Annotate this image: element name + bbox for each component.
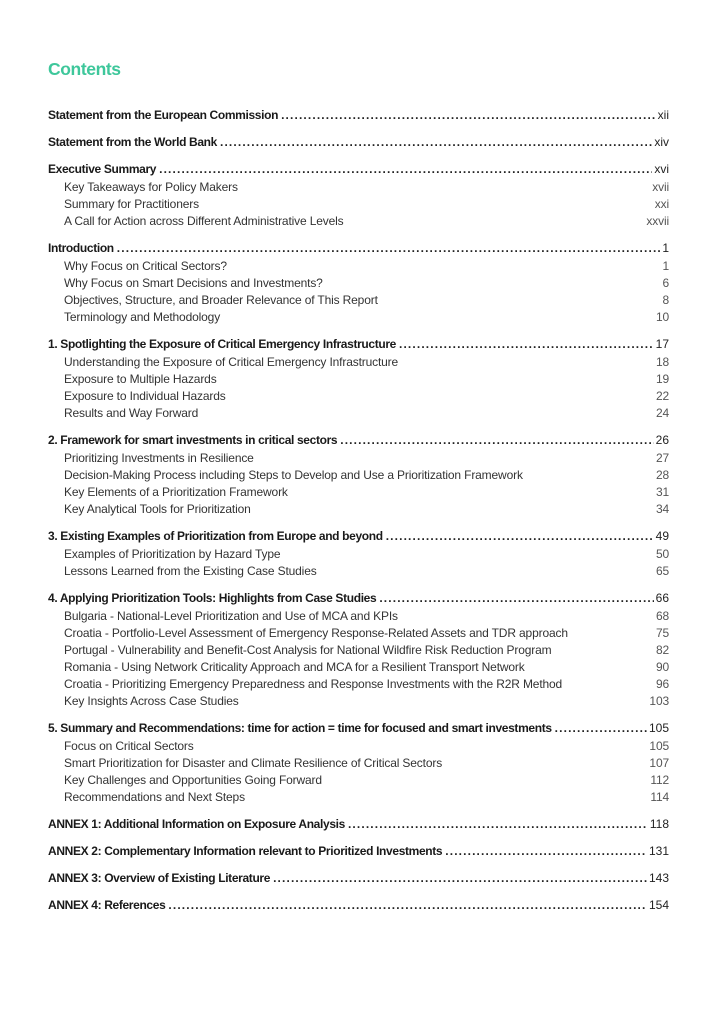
toc-subentry-page: 96 (655, 677, 669, 691)
toc-subentry-page: 1 (662, 259, 669, 273)
toc-subentry-page: 22 (655, 389, 669, 403)
toc-subsection-list (48, 258, 669, 326)
toc-subentry-title: Key Elements of a Prioritization Framework (64, 485, 288, 499)
toc-subentry-title: Terminology and Methodology (64, 310, 221, 324)
toc-subentry-title: Smart Prioritization for Disaster and Climate Resilience of Critical Sectors (64, 756, 443, 770)
toc-entry[interactable] (48, 815, 669, 833)
toc-section (48, 431, 669, 518)
toc-subentry-title: Romania - Using Network Criticality Approach and MCA for a Resilient Transport Network (64, 660, 525, 674)
toc-subentry-page: 8 (662, 293, 669, 307)
toc-subentry[interactable] (48, 275, 669, 292)
toc-subentry[interactable] (48, 676, 669, 693)
dot-leader (445, 842, 647, 860)
toc-subentry-page: 10 (655, 310, 669, 324)
toc-subentry-title: Key Analytical Tools for Prioritization (64, 502, 251, 516)
toc-entry-title: Statement from the World Bank (48, 135, 217, 149)
toc-subentry[interactable] (48, 467, 669, 484)
toc-subentry-title: Prioritizing Investments in Resilience (64, 451, 254, 465)
toc-section (48, 106, 669, 124)
toc-subentry[interactable] (48, 292, 669, 309)
toc-section (48, 160, 669, 230)
toc-section (48, 896, 669, 914)
toc-entry[interactable] (48, 527, 669, 545)
toc-subentry[interactable] (48, 196, 669, 213)
toc-subentry-title: Summary for Practitioners (64, 197, 199, 211)
toc-subentry[interactable] (48, 608, 669, 625)
toc-subentry-page: 82 (655, 643, 669, 657)
toc-subentry-page: xxvii (646, 214, 669, 228)
toc-subentry-page: 68 (655, 609, 669, 623)
toc-entry-title: ANNEX 4: References (48, 898, 166, 912)
toc-subentry-page: 6 (662, 276, 669, 290)
toc-subsection-list (48, 354, 669, 422)
contents-page (48, 58, 669, 923)
toc-entry[interactable] (48, 589, 669, 607)
toc-subentry-title: Exposure to Individual Hazards (64, 389, 226, 403)
toc-subentry[interactable] (48, 659, 669, 676)
toc-section (48, 719, 669, 806)
toc-entry-page: 105 (648, 721, 669, 735)
toc-subentry[interactable] (48, 755, 669, 772)
toc-subentry-title: Key Takeaways for Policy Makers (64, 180, 238, 194)
toc-subentry-page: 27 (655, 451, 669, 465)
toc-subentry-title: Why Focus on Critical Sectors? (64, 259, 227, 273)
toc-entry-page: xii (657, 108, 669, 122)
dot-leader (399, 335, 654, 353)
toc-subentry-title: Bulgaria - National-Level Prioritization and Use of MCA and KPIs (64, 609, 398, 623)
toc-subentry[interactable] (48, 484, 669, 501)
toc-entry-page: 1 (662, 241, 669, 255)
toc-subentry-page: xvii (652, 180, 669, 194)
toc-subentry-title: Decision-Making Process including Steps to Develop and Use a Prioritization Framework (64, 468, 523, 482)
dot-leader (273, 869, 647, 887)
toc-subentry-title: Recommendations and Next Steps (64, 790, 245, 804)
toc-section (48, 869, 669, 887)
toc-subentry[interactable] (48, 789, 669, 806)
toc-entry[interactable] (48, 842, 669, 860)
toc-subsection-list (48, 546, 669, 580)
toc-entry[interactable] (48, 160, 669, 178)
toc-subentry[interactable] (48, 642, 669, 659)
toc-subentry-page: 112 (650, 773, 669, 787)
toc-section (48, 335, 669, 422)
toc-subentry-title: Portugal - Vulnerability and Benefit-Cost Analysis for National Wildfire Risk Reduction Program (64, 643, 552, 657)
toc-entry[interactable] (48, 869, 669, 887)
toc-entry-page: 143 (648, 871, 669, 885)
toc-subentry[interactable] (48, 563, 669, 580)
toc-subentry[interactable] (48, 388, 669, 405)
toc-subsection-list (48, 450, 669, 518)
toc-subentry-title: Examples of Prioritization by Hazard Type (64, 547, 281, 561)
toc-subentry[interactable] (48, 258, 669, 275)
toc-entry-title: 5. Summary and Recommendations: time for action = time for focused and smart investments (48, 721, 552, 735)
toc-subentry-page: 50 (655, 547, 669, 561)
toc-subentry-page: 105 (649, 739, 669, 753)
toc-subentry-page: 65 (655, 564, 669, 578)
toc-section (48, 527, 669, 580)
toc-subentry-title: Lessons Learned from the Existing Case Studies (64, 564, 317, 578)
toc-entry[interactable] (48, 719, 669, 737)
toc-subentry[interactable] (48, 354, 669, 371)
toc-subsection-list (48, 738, 669, 806)
toc-entry-title: 3. Existing Examples of Prioritization from Europe and beyond (48, 529, 383, 543)
toc-subentry-page: 75 (655, 626, 669, 640)
toc-subentry-title: Focus on Critical Sectors (64, 739, 194, 753)
toc-entry-page: 154 (648, 898, 669, 912)
dot-leader (340, 431, 653, 449)
dot-leader (117, 239, 661, 257)
toc-entry-page: 131 (648, 844, 669, 858)
toc-entry-title: Executive Summary (48, 162, 157, 176)
toc-entry[interactable] (48, 896, 669, 914)
toc-entry[interactable] (48, 239, 669, 257)
dot-leader (220, 133, 652, 151)
toc-subsection-list (48, 608, 669, 710)
table-of-contents (48, 106, 669, 914)
toc-entry-page: xiv (654, 135, 669, 149)
toc-subentry-title: Croatia - Prioritizing Emergency Preparedness and Response Investments with the R2R Method (64, 677, 563, 691)
toc-subentry-page: 90 (655, 660, 669, 674)
toc-entry[interactable] (48, 133, 669, 151)
toc-entry-title: ANNEX 1: Additional Information on Exposure Analysis (48, 817, 345, 831)
toc-entry-page: 66 (655, 591, 669, 605)
toc-subentry-title: Why Focus on Smart Decisions and Investments? (64, 276, 323, 290)
toc-subentry-title: Exposure to Multiple Hazards (64, 372, 217, 386)
toc-subentry[interactable] (48, 772, 669, 789)
toc-entry-title: 1. Spotlighting the Exposure of Critical Emergency Infrastructure (48, 337, 396, 351)
toc-entry[interactable] (48, 106, 669, 124)
toc-subentry[interactable] (48, 309, 669, 326)
toc-subentry-title: Croatia - Portfolio-Level Assessment of Emergency Response-Related Assets and TDR approach (64, 626, 568, 640)
toc-entry-title: Introduction (48, 241, 114, 255)
toc-subentry-title: Objectives, Structure, and Broader Relevance of This Report (64, 293, 378, 307)
toc-subentry-page: 114 (650, 790, 669, 804)
toc-section (48, 239, 669, 326)
toc-entry-page: xvi (654, 162, 669, 176)
toc-entry-title: 2. Framework for smart investments in critical sectors (48, 433, 338, 447)
toc-subentry[interactable] (48, 625, 669, 642)
toc-entry-title: Statement from the European Commission (48, 108, 279, 122)
toc-subentry-page: 107 (649, 756, 669, 770)
dot-leader (159, 160, 652, 178)
toc-subentry-title: Key Insights Across Case Studies (64, 694, 239, 708)
page-title: Contents (48, 59, 121, 79)
toc-subentry[interactable] (48, 501, 669, 518)
dot-leader (168, 896, 647, 914)
toc-entry-title: ANNEX 3: Overview of Existing Literature (48, 871, 271, 885)
dot-leader (379, 589, 653, 607)
toc-subentry[interactable] (48, 450, 669, 467)
toc-entry[interactable] (48, 335, 669, 353)
toc-subentry[interactable] (48, 179, 669, 196)
toc-subentry-title: Results and Way Forward (64, 406, 199, 420)
toc-subentry-page: 19 (655, 372, 669, 386)
toc-subentry-page: 24 (655, 406, 669, 420)
toc-subentry[interactable] (48, 693, 669, 710)
dot-leader (555, 719, 647, 737)
toc-subentry-title: Understanding the Exposure of Critical Emergency Infrastructure (64, 355, 399, 369)
toc-subentry[interactable] (48, 405, 669, 422)
toc-subentry[interactable] (48, 546, 669, 563)
dot-leader (386, 527, 654, 545)
toc-section (48, 589, 669, 710)
toc-entry-page: 17 (655, 337, 669, 351)
toc-subentry[interactable] (48, 738, 669, 755)
toc-subsection-list (48, 179, 669, 230)
toc-entry-title: ANNEX 2: Complementary Information relevant to Prioritized Investments (48, 844, 443, 858)
toc-section (48, 133, 669, 151)
toc-subentry-page: xxi (654, 197, 669, 211)
toc-subentry-title: A Call for Action across Different Administrative Levels (64, 214, 344, 228)
toc-subentry[interactable] (48, 213, 669, 230)
toc-section (48, 842, 669, 860)
toc-entry-page: 49 (655, 529, 669, 543)
toc-entry-page: 118 (649, 817, 669, 831)
toc-section (48, 815, 669, 833)
toc-subentry-title: Key Challenges and Opportunities Going Forward (64, 773, 322, 787)
toc-subentry-page: 103 (649, 694, 669, 708)
dot-leader (348, 815, 648, 833)
toc-subentry[interactable] (48, 371, 669, 388)
dot-leader (281, 106, 656, 124)
toc-subentry-page: 18 (655, 355, 669, 369)
toc-subentry-page: 34 (655, 502, 669, 516)
toc-entry-title: 4. Applying Prioritization Tools: Highlights from Case Studies (48, 591, 377, 605)
toc-entry-page: 26 (655, 433, 669, 447)
toc-subentry-page: 28 (655, 468, 669, 482)
toc-subentry-page: 31 (655, 485, 669, 499)
toc-entry[interactable] (48, 431, 669, 449)
